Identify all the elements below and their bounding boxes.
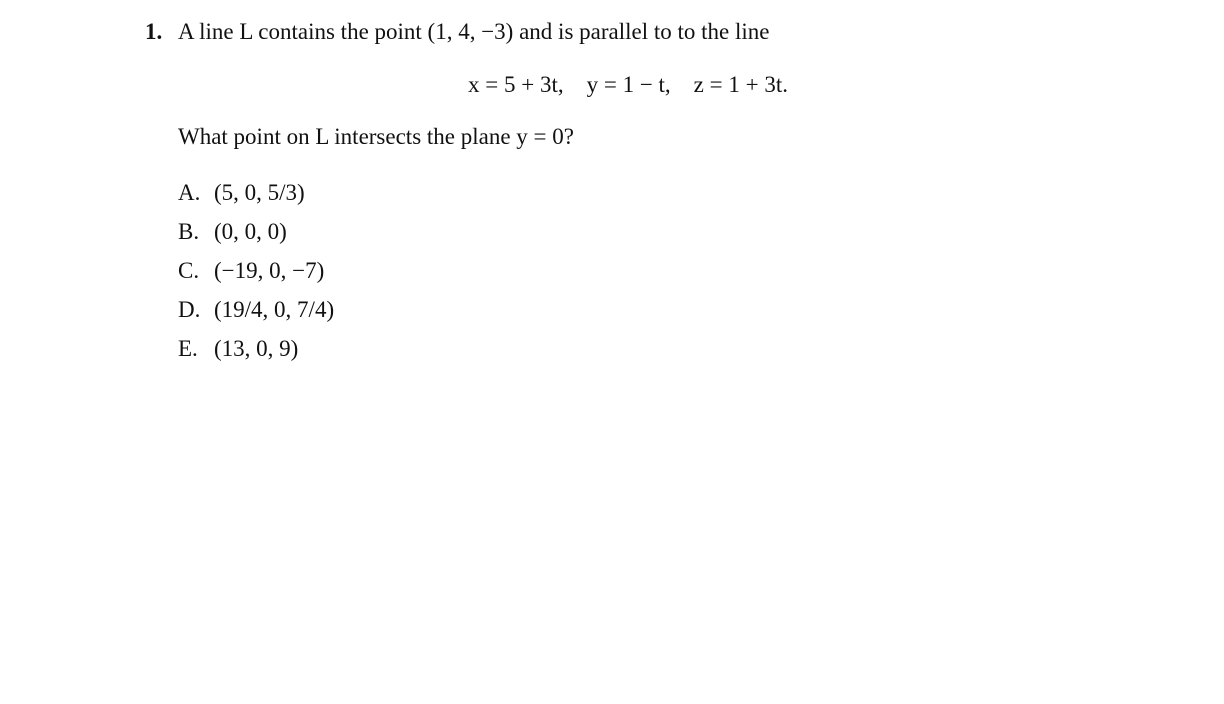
choice-value: (19/4, 0, 7/4) — [214, 297, 335, 322]
parametric-equations: x = 5 + 3t, y = 1 − t, z = 1 + 3t. — [468, 72, 788, 97]
choice-value: (13, 0, 9) — [214, 336, 299, 361]
choice-letter: B. — [178, 219, 200, 244]
problem-prompt: A line L contains the point (1, 4, −3) and is parallel to to the line — [178, 19, 770, 44]
choice-value: (0, 0, 0) — [214, 219, 287, 244]
choice-b — [178, 218, 334, 257]
choice-letter: E. — [178, 336, 198, 361]
choice-c — [178, 257, 334, 296]
choice-d — [178, 296, 334, 335]
problem-number: 1. — [145, 19, 163, 44]
choice-letter: A. — [178, 180, 201, 205]
choice-a — [178, 179, 334, 218]
choice-letter: C. — [178, 258, 200, 283]
answer-choices — [178, 179, 334, 374]
choice-letter: D. — [178, 297, 201, 322]
choice-e — [178, 335, 334, 374]
choice-value: (−19, 0, −7) — [214, 258, 325, 283]
problem-question: What point on L intersects the plane y = 0? — [178, 124, 574, 149]
choice-value: (5, 0, 5/3) — [214, 180, 305, 205]
